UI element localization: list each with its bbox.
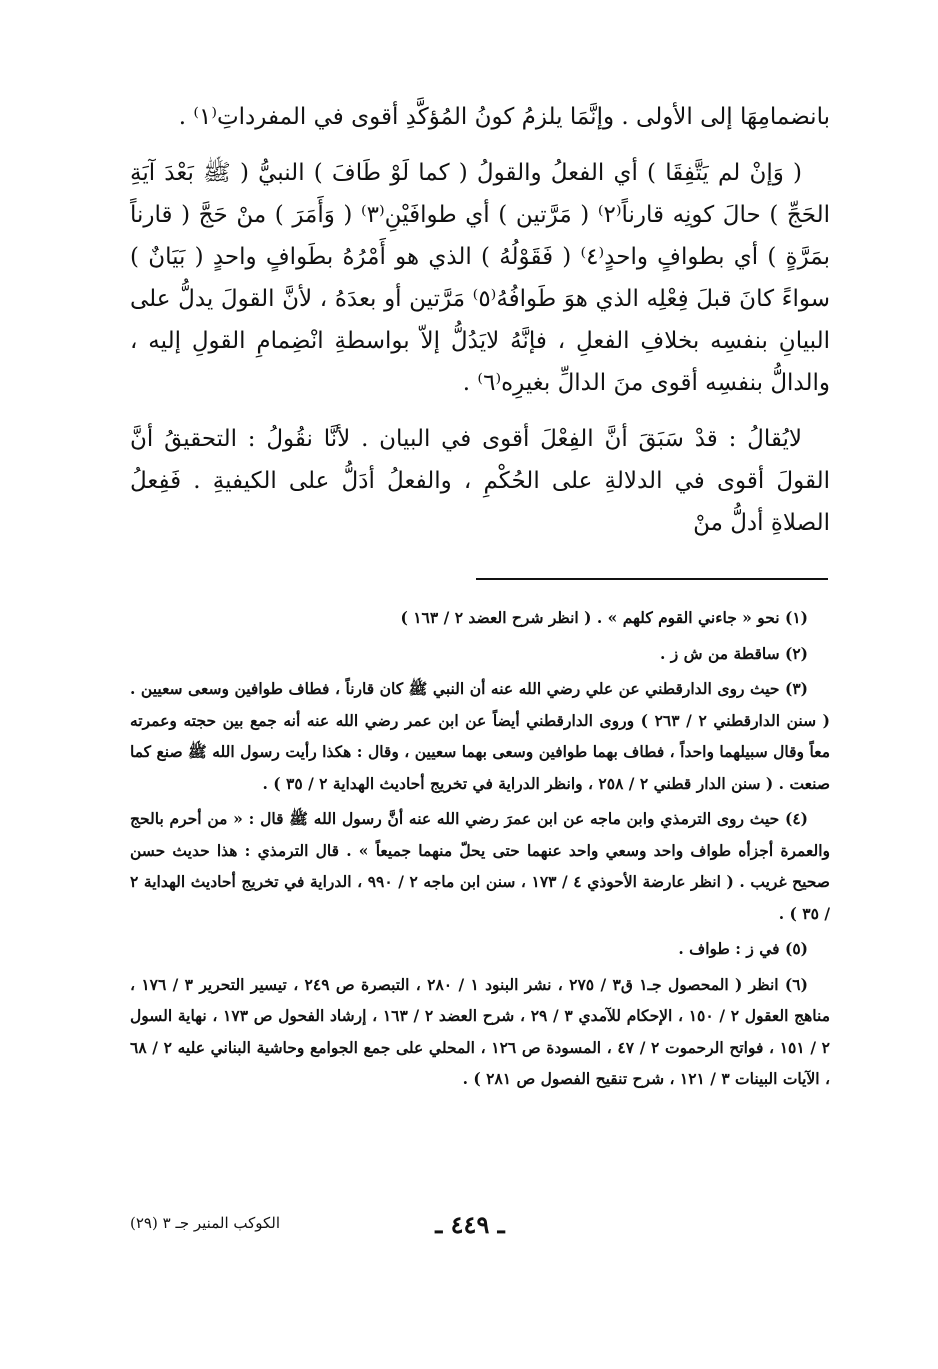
footnote-1: (١) نحو « جاءني القوم كلهم » . ( انظر شرح العضد ٢ / ١٦٣ ) [400,608,808,627]
body-paragraph-2: ( وَإنْ لم يَتَّفِقَا ) أي الفعلُ والقولُ ( كما لَوْ طَافَ ) النبيُّ ( ﷺ بَعْدَ آيَةِ الحَجِّ ) حالَ كونِه قارناً⁽٢⁾ ( مَرَّتين ) أي طوافَيْنِ⁽٣⁾ ( وَأَمَرَ ) منْ حَجَّ ( قارناً بمَرَّةٍ ) أي بطوافٍ واحدٍ⁽٤⁾ ( فَقَوْلُهُ ) الذي هو أَمْرُهُ بطَوافٍ واحدٍ ( بَيَانٌ ) سواءً كانَ قبلَ فِعْلِه الذي هوَ طَوافُهُ⁽٥⁾ مَرَّتين أو بعدَهُ ، لأنَّ القولَ يدلُّ على البيانِ بنفسِه بخلافِ الفعلِ ، فإنَّهُ لايَدُلُّ إلاّ بواسطةِ انْضِمامِ القولِ إليه ، والدالُّ بنفسِه أقوى منَ الدالِّ بغيرِه⁽٦⁾ . [130,160,830,396]
footnote-4: (٤) حيث روى الترمذي وابن ماجه عن ابن عمرَ رضي الله عنه أنَّ رسول الله ﷺ قال : « من أحرم بالحج والعمرة أجزأه طواف واحد وسعي واحد عنهما حتى يحلّ منهما جميعاً » . قال الترمذي : هذا حديث حسن صحيح غريب . ( انظر عارضة الأحوذي ٤ / ١٧٣ ، سنن ابن ماجه ٢ / ٩٩٠ ، الدراية في تخريج أحاديث الهداية ٢ / ٣٥ ) . [130,809,830,923]
footnote-6: (٦) انظر ( المحصول جـ١ ق٣ / ٢٧٥ ، نشر البنود ١ / ٢٨٠ ، التبصرة ص ٢٤٩ ، تيسير التحرير ٣ / ١٧٦ ، مناهج العقول ٢ / ١٥٠ ، الإحكام للآمدي ٣ / ٢٩ ، شرح العضد ٢ / ١٦٣ ، إرشاد الفحول ص ١٧٣ ، نهاية السول ٢ / ١٥١ ، فواتح الرحموت ٢ / ٤٧ ، المسودة ص ١٢٦ ، المحلي على جمع الجوامع وحاشية البناني عليه ٢ / ٦٨ ، الآيات البينات ٣ / ١٢١ ، شرح تنقيح الفصول ص ٢٨١ ) . [130,974,831,1088]
body-paragraph-3: لايُقالُ : قدْ سَبَقَ أنَّ الفِعْلَ أقوى في البيان . لأنَّا نقُولُ : التحقيقُ أنَّ القولَ أقوى في الدلالةِ على الحُكْمِ ، والفعلُ أدَلُّ على الكيفيةِ . فَفِعلُ الصلاةِ أدلُّ منْ [130,426,830,536]
main-text [130,96,830,544]
page-footer [0,1210,938,1250]
footnote-2: (٢) ساقطة من ش ز . [659,643,808,663]
page-number: ـ ٤٤٩ ـ [435,1210,505,1239]
footnote-separator [476,578,828,580]
footnote-5: (٥) في ز : طواف . [678,939,808,958]
body-paragraph-1: بانضمامِهَا إلى الأولى . وإنَّمَا يلزمُ كونُ المُؤكَّدِ أقوى في المفرداتِ⁽١⁾ . [178,104,830,130]
running-title: الكوكب المنير جـ ٣ (٢٩) [130,1214,281,1232]
footnote-3: (٣) حيث روى الدارقطني عن علي رضي الله عنه أن النبي ﷺ كان قارناً ، فطاف طوافين وسعى سعيين . ( سنن الدارقطني ٢ / ٢٦٣ ) وروى الدارقطني أيضاً عن ابن عمر رضي الله عنه أنه جمع بين حجته وعمرته معاً وقال سبيلهما واحداً ، فطاف بهما طوافين وسعى بهما سعيين ، وقال : هكذا رأيت رسول الله ﷺ صنع كما صنعت . ( سنن الدار قطني ٢ / ٢٥٨ ، وانظر الدراية في تخريج أحاديث الهداية ٢ / ٣٥ ) . [130,679,830,793]
footnotes [130,602,830,1099]
